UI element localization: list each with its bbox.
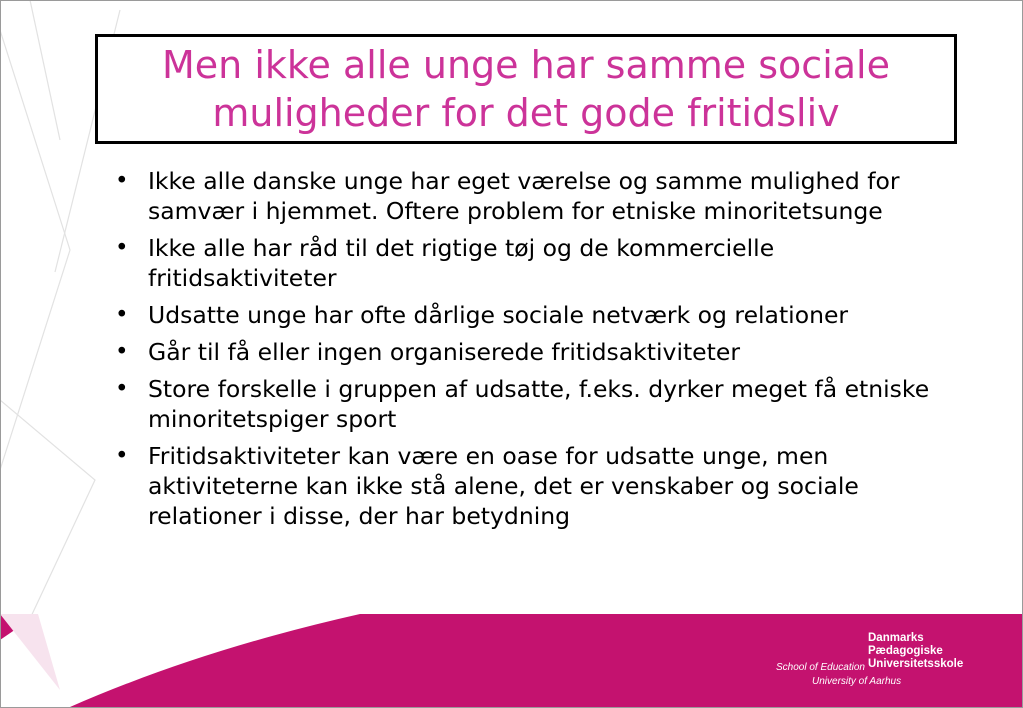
bullet-dot: • — [115, 376, 129, 402]
bullet-text: Går til få eller ingen organiserede fritidsaktiviteter — [148, 338, 740, 366]
logo-school: School of Education — [776, 662, 865, 673]
bullet-dot: • — [115, 235, 129, 261]
bullet-dot: • — [115, 443, 129, 469]
bullet-text: Store forskelle i gruppen af udsatte, f.eks. dyrker meget få etniske minoritetspiger sport — [148, 375, 930, 433]
bullet-dot: • — [115, 168, 129, 194]
bullet-text: Udsatte unge har ofte dårlige sociale netværk og relationer — [148, 301, 849, 329]
bullet-dot: • — [115, 302, 129, 328]
slide-title — [162, 41, 890, 137]
bullet-text: Ikke alle har råd til det rigtige tøj og de kommercielle fritidsaktiviteter — [148, 234, 775, 292]
bullet-item — [110, 441, 960, 531]
bullet-item — [110, 233, 960, 293]
bullet-item — [110, 337, 960, 367]
title-box — [95, 34, 957, 144]
bullet-dot: • — [115, 339, 129, 365]
bullet-text: Ikke alle danske unge har eget værelse og samme mulighed for samvær i hjemmet. Oftere problem for etniske minoritetsunge — [148, 167, 900, 225]
bullet-list — [110, 166, 960, 538]
bullet-text: Fritidsaktiviteter kan være en oase for udsatte unge, men aktiviteterne kan ikke stå alene, det er venskaber og sociale relationer i disse, der har betydning — [148, 442, 859, 530]
university-logo — [772, 632, 1012, 694]
title-line-2: muligheder for det gode fritidsliv — [212, 91, 840, 135]
logo-name: Danmarks Pædagogiske Universitetsskole — [868, 632, 964, 670]
bullet-item — [110, 374, 960, 434]
bullet-item — [110, 166, 960, 226]
logo-university: University of Aarhus — [812, 676, 902, 687]
title-line-1: Men ikke alle unge har samme sociale — [162, 43, 890, 87]
bullet-item — [110, 300, 960, 330]
